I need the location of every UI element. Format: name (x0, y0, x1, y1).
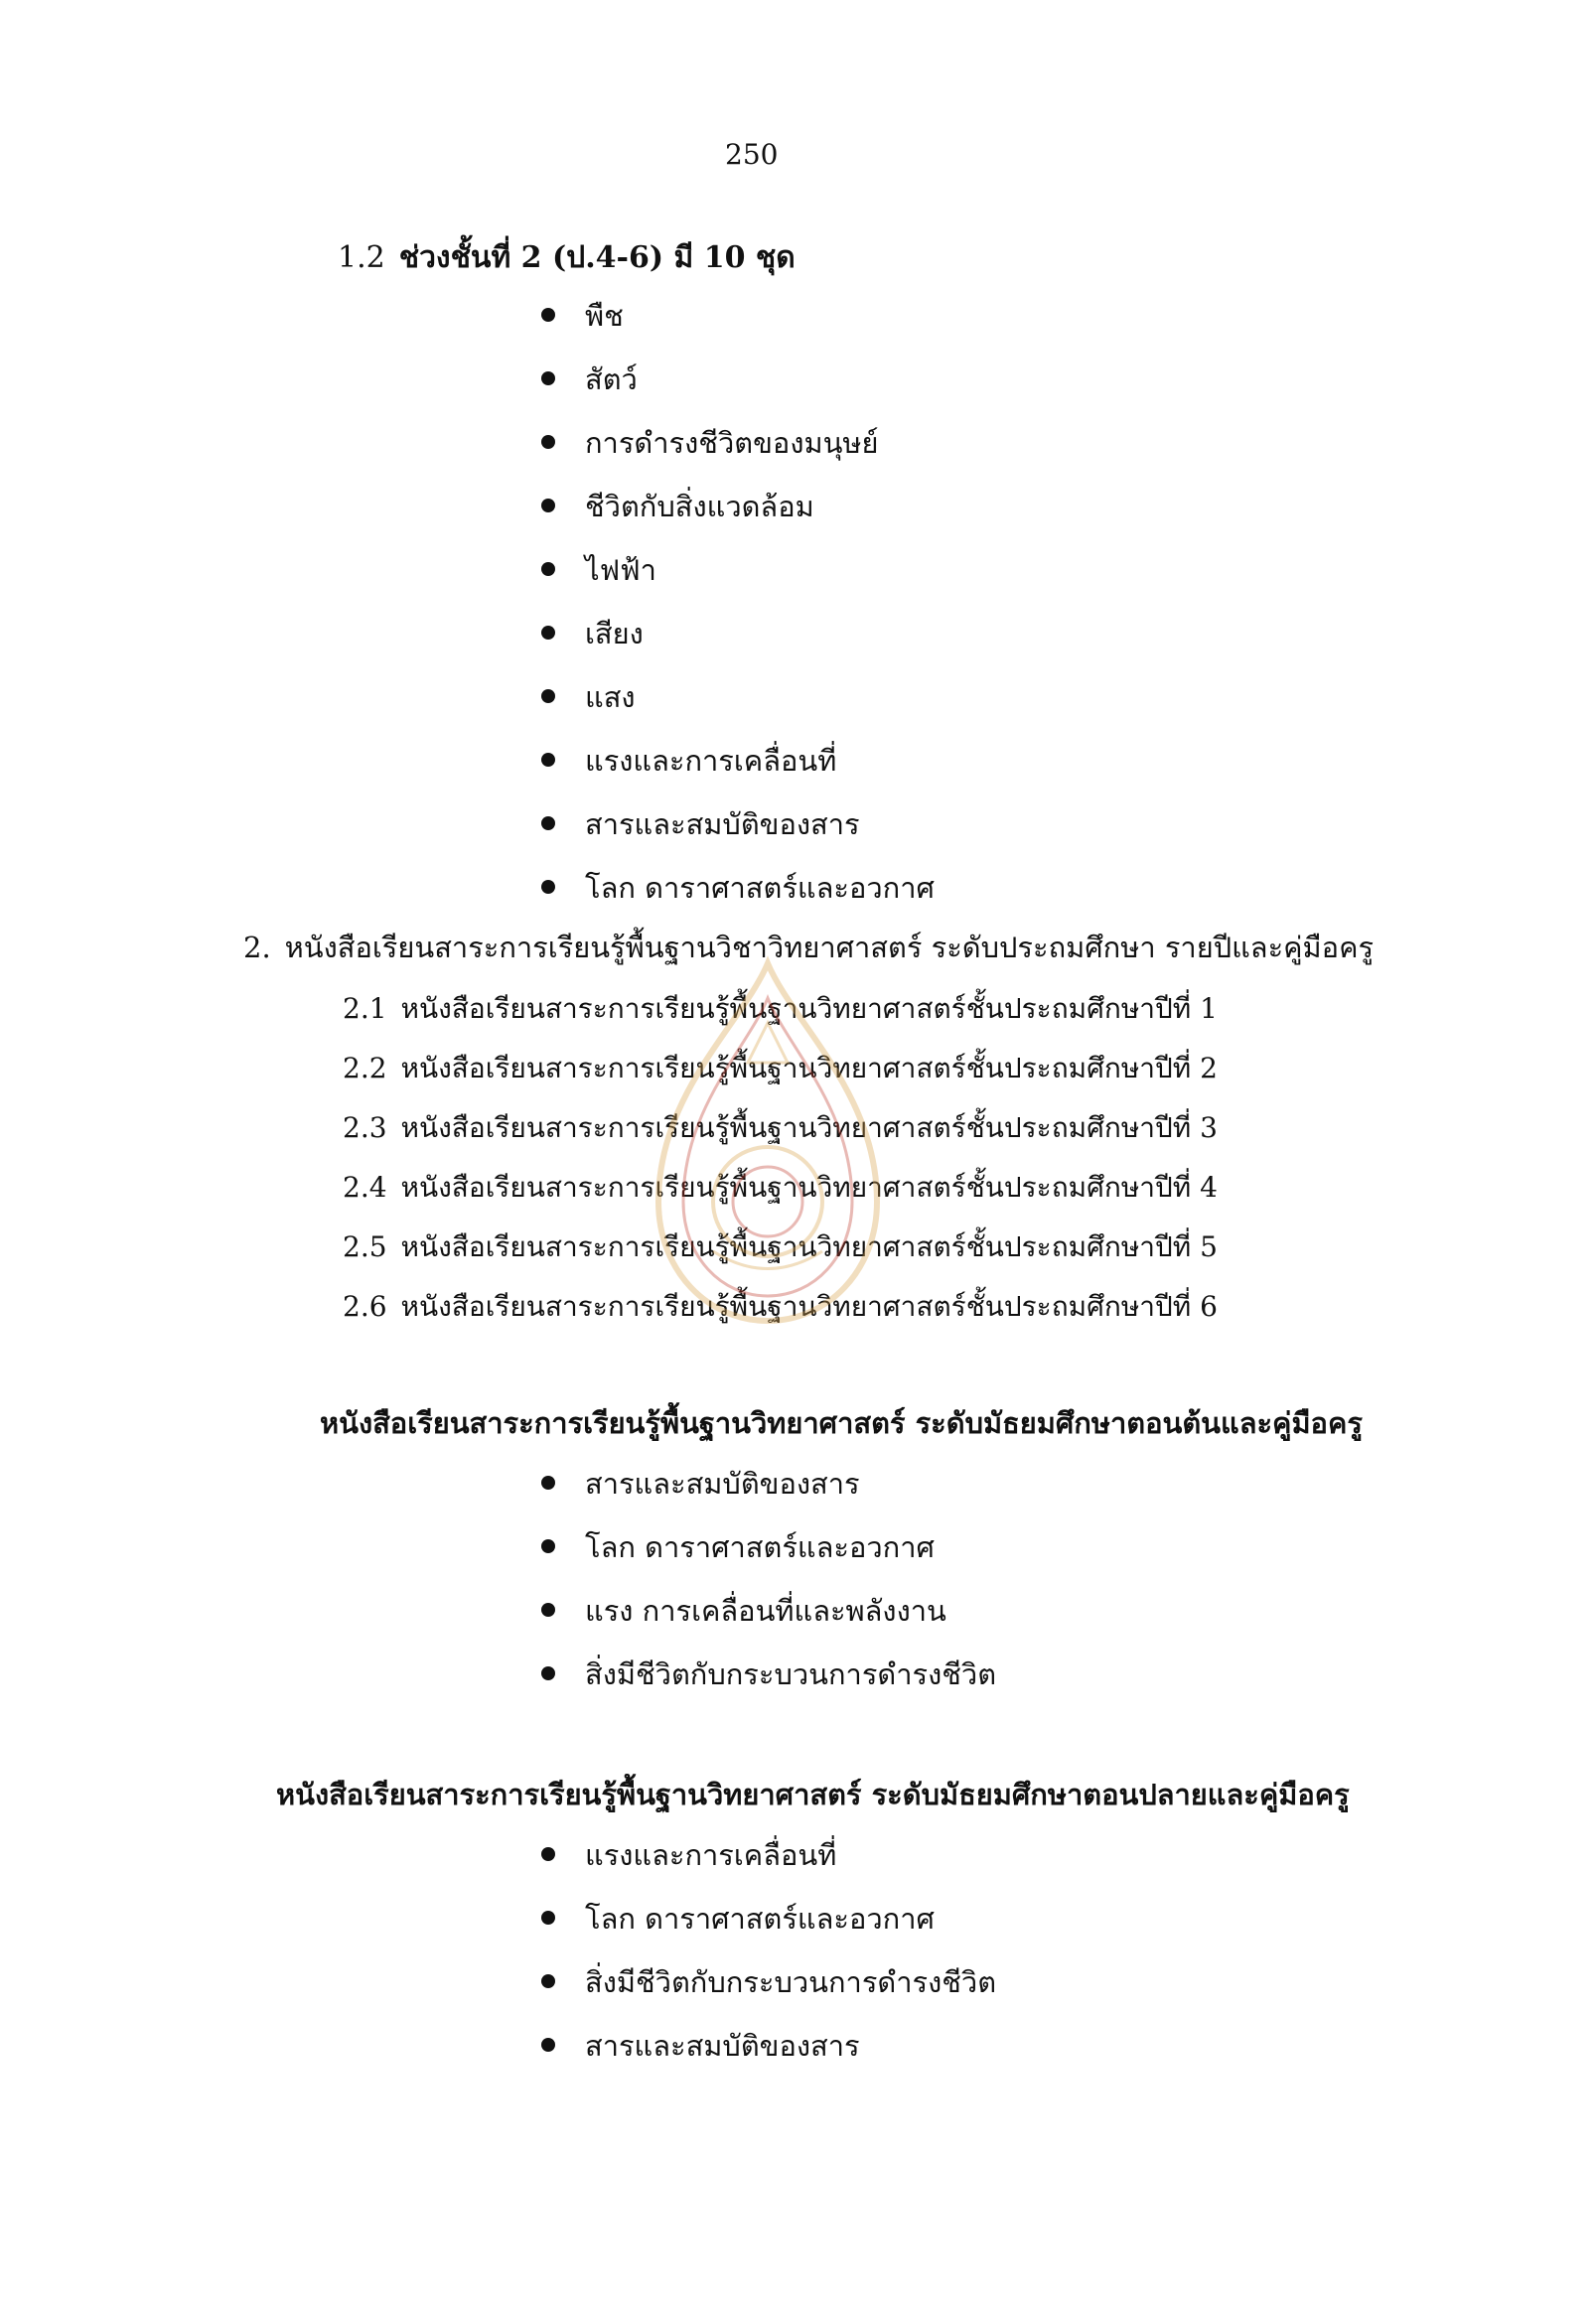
list-item (541, 741, 836, 781)
subsection-item (343, 1168, 1218, 1208)
lower-secondary-heading: หนังสือเรียนสาระการเรียนรู้พื้นฐานวิทยาศาสตร์ ระดับมัธยมศึกษาตอนต้นและคู่มือครู (320, 1406, 1363, 1440)
list-item-text: สารและสมบัติของสาร (585, 1467, 860, 1501)
bullet-icon (541, 1847, 555, 1861)
bullet-icon (541, 308, 555, 322)
subsection-number: 2.4 (343, 1171, 387, 1204)
list-item (541, 1962, 996, 2002)
list-item-text: ชีวิตกับสิ่งแวดล้อม (585, 490, 814, 523)
subsection-number: 2.2 (343, 1052, 387, 1084)
list-item (541, 614, 644, 653)
bullet-icon (541, 499, 555, 512)
list-item (541, 1899, 935, 1939)
subsection-item (343, 989, 1218, 1029)
upper-secondary-heading: หนังสือเรียนสาระการเรียนรู้พื้นฐานวิทยาศาสตร์ ระดับมัธยมศึกษาตอนปลายและคู่มือครู (276, 1778, 1350, 1811)
list-item-text: ไฟฟ้า (585, 553, 656, 587)
list-item-text: สารและสมบัติของสาร (585, 807, 860, 841)
bullet-icon (541, 1666, 555, 1680)
list-item (541, 360, 638, 399)
list-item-text: แรงและการเคลื่อนที่ (585, 744, 837, 778)
bullet-icon (541, 435, 555, 449)
list-item-text: แสง (585, 680, 636, 714)
list-item-text: แรง การเคลื่อนที่และพลังงาน (585, 1594, 946, 1628)
bullet-icon (541, 816, 555, 830)
bullet-icon (541, 753, 555, 767)
subsection-text: หนังสือเรียนสาระการเรียนรู้พื้นฐานวิทยาศาสตร์ชั้นประถมศึกษาปีที่ 6 (400, 1290, 1218, 1323)
list-item-text: พืช (585, 299, 624, 333)
section-1-2-title: ช่วงชั้นที่ 2 (ป.4-6) มี 10 ชุด (398, 240, 796, 275)
list-item (541, 1835, 836, 1875)
list-item (541, 1655, 996, 1694)
list-item-text: โลก ดาราศาสตร์และอวกาศ (585, 1902, 935, 1936)
list-item (541, 2026, 860, 2066)
section-2-title: หนังสือเรียนสาระการเรียนรู้พื้นฐานวิชาวิทยาศาสตร์ ระดับประถมศึกษา รายปีและคู่มือครู (284, 931, 1375, 964)
subsection-number: 2.1 (343, 992, 387, 1025)
list-item (541, 677, 636, 717)
bullet-icon (541, 626, 555, 640)
list-item-text: สารและสมบัติของสาร (585, 2029, 860, 2063)
bullet-icon (541, 2038, 555, 2052)
subsection-text: หนังสือเรียนสาระการเรียนรู้พื้นฐานวิทยาศาสตร์ชั้นประถมศึกษาปีที่ 3 (400, 1111, 1218, 1144)
subsection-item (343, 1287, 1218, 1327)
list-item (541, 296, 624, 336)
list-item (541, 550, 656, 590)
list-item (541, 487, 814, 526)
list-item-text: สิ่งมีชีวิตกับกระบวนการดำรงชีวิต (585, 1965, 997, 1999)
subsection-text: หนังสือเรียนสาระการเรียนรู้พื้นฐานวิทยาศาสตร์ชั้นประถมศึกษาปีที่ 5 (400, 1230, 1218, 1263)
section-1-2-number: 1.2 (338, 240, 385, 275)
list-item (541, 1527, 935, 1567)
bullet-icon (541, 1911, 555, 1925)
bullet-icon (541, 689, 555, 703)
list-item-text: สิ่งมีชีวิตกับกระบวนการดำรงชีวิต (585, 1657, 997, 1691)
bullet-icon (541, 1974, 555, 1988)
list-item (541, 868, 935, 908)
section-1-2-heading (338, 238, 796, 278)
subsection-item (343, 1227, 1218, 1267)
subsection-text: หนังสือเรียนสาระการเรียนรู้พื้นฐานวิทยาศาสตร์ชั้นประถมศึกษาปีที่ 2 (400, 1052, 1218, 1084)
list-item (541, 423, 879, 463)
subsection-text: หนังสือเรียนสาระการเรียนรู้พื้นฐานวิทยาศาสตร์ชั้นประถมศึกษาปีที่ 4 (400, 1171, 1218, 1204)
list-item-text: แรงและการเคลื่อนที่ (585, 1838, 837, 1872)
subsection-text: หนังสือเรียนสาระการเรียนรู้พื้นฐานวิทยาศาสตร์ชั้นประถมศึกษาปีที่ 1 (400, 992, 1218, 1025)
list-item-text: เสียง (585, 617, 644, 650)
bullet-icon (541, 562, 555, 576)
subsection-item (343, 1108, 1218, 1148)
page-number: 250 (725, 138, 779, 171)
list-item (541, 1591, 946, 1631)
section-2-heading (243, 928, 1374, 967)
subsection-item (343, 1049, 1218, 1088)
subsection-number: 2.6 (343, 1290, 387, 1323)
bullet-icon (541, 1476, 555, 1490)
list-item-text: การดำรงชีวิตของมนุษย์ (585, 426, 879, 460)
section-2-number: 2. (243, 931, 271, 964)
list-item (541, 1464, 860, 1504)
bullet-icon (541, 1539, 555, 1553)
list-item (541, 804, 860, 844)
bullet-icon (541, 371, 555, 385)
subsection-number: 2.3 (343, 1111, 387, 1144)
list-item-text: โลก ดาราศาสตร์และอวกาศ (585, 1530, 935, 1564)
list-item-text: โลก ดาราศาสตร์และอวกาศ (585, 871, 935, 905)
list-item-text: สัตว์ (585, 362, 638, 396)
bullet-icon (541, 880, 555, 894)
subsection-number: 2.5 (343, 1230, 387, 1263)
bullet-icon (541, 1603, 555, 1617)
